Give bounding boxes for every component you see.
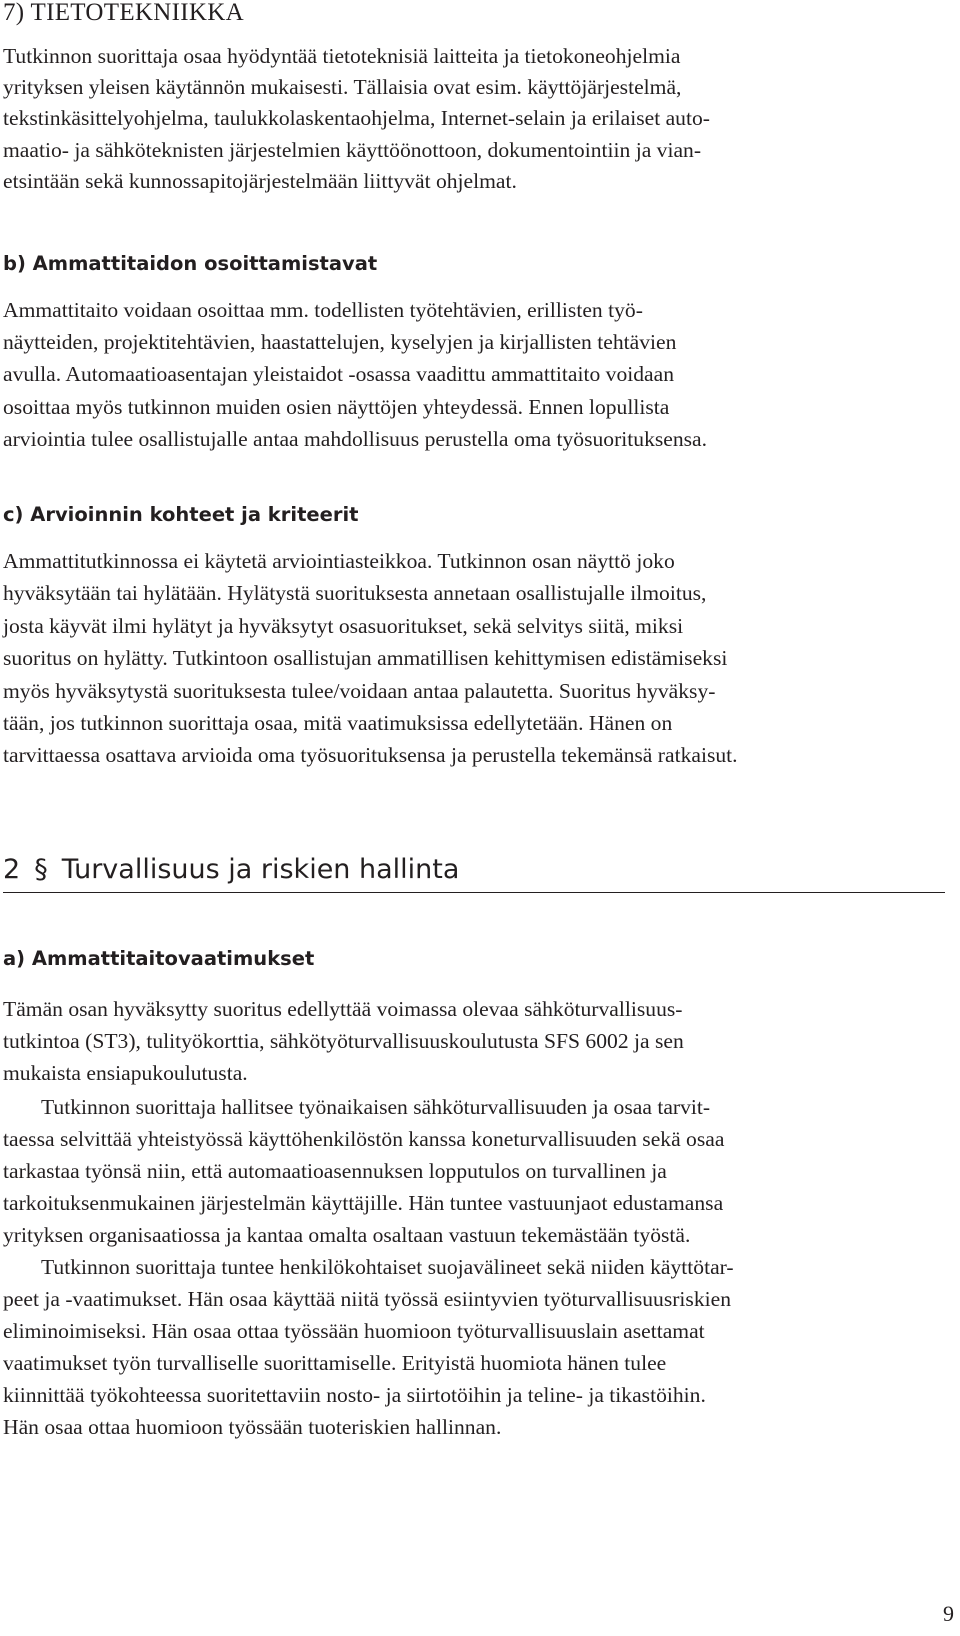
text-line: tarvittaessa osattava arvioida oma työsuorituksensa ja perustella tekemänsä ratkaisut. — [3, 743, 738, 768]
page-number: 9 — [943, 1601, 954, 1626]
section-number: 2 — [3, 854, 21, 885]
text-line: yrityksen yleisen käytännön mukaisesti. Tällaisia ovat esim. käyttöjärjestelmä, — [3, 75, 682, 100]
text-line: Hän osaa ottaa huomioon työssään tuoteriskien hallinnan. — [3, 1415, 502, 1439]
paragraph-arvioinnin-kohteet — [3, 545, 738, 772]
text-line: suoritus on hylätty. Tutkintoon osallistujan ammatillisen kehittymisen edistämiseksi — [3, 646, 728, 671]
section-title — [3, 852, 945, 893]
text-line: tutkintoa (ST3), tulityökorttia, sähkötyöturvallisuuskoulutusta SFS 6002 ja sen — [3, 1028, 684, 1053]
text-line: avulla. Automaatioasentajan yleistaidot -osassa vaadittu ammattitaito voidaan — [3, 362, 675, 387]
text-line: mukaista ensiapukoulutusta. — [3, 1060, 248, 1085]
text-line: osoittaa myös tutkinnon muiden osien näyttöjen yhteydessä. Ennen lopullista — [3, 394, 670, 419]
paragraph-vaatimukset-3 — [3, 1251, 734, 1443]
section-heading-tietotekniikka: 7) TIETOTEKNIIKKA — [3, 0, 244, 26]
heading-arvioinnin-kohteet: c) Arvioinnin kohteet ja kriteerit — [3, 503, 359, 526]
text-line: Ammattitaito voidaan osoittaa mm. todellisten työtehtävien, erillisten työ- — [3, 298, 643, 322]
text-line: yrityksen organisaatiossa ja kantaa omalta osaltaan vastuun tekemästään työstä. — [3, 1223, 691, 1247]
section-sign: § — [34, 854, 48, 885]
paragraph-vaatimukset-1 — [3, 994, 684, 1089]
text-line: eliminoimiseksi. Hän osaa ottaa työssään huomioon työturvallisuuslain asettamat — [3, 1319, 705, 1343]
text-line: arviointia tulee osallistujalle antaa mahdollisuus perustella oma työsuorituksensa. — [3, 426, 708, 451]
heading-ammattitaitovaatimukset: a) Ammattitaitovaatimukset — [3, 947, 315, 970]
text-line: etsintään sekä kunnossapitojärjestelmään liittyvät ohjelmat. — [3, 168, 517, 193]
paragraph-osoittamistavat — [3, 294, 707, 455]
intro-paragraph — [3, 41, 710, 197]
heading-ammattitaidon-osoittamistavat: b) Ammattitaidon osoittamistavat — [3, 252, 378, 275]
text-line: kiinnittää työkohteessa suoritettaviin nosto- ja siirtotöihin ja teline- ja tikastöihin. — [3, 1383, 706, 1407]
text-line: Tutkinnon suorittaja hallitsee työnaikaisen sähköturvallisuuden ja osaa tarvit- — [41, 1095, 711, 1119]
text-line: maatio- ja sähköteknisten järjestelmien käyttöönottoon, dokumentointiin ja vian- — [3, 137, 702, 162]
text-line: taessa selvittää yhteistyössä käyttöhenkilöstön kanssa koneturvallisuuden sekä osaa — [3, 1127, 725, 1151]
text-line: tarkoituksenmukainen järjestelmän käyttäjille. Hän tuntee vastuunjaot edustamansa — [3, 1191, 724, 1215]
text-line: Tämän osan hyväksytty suoritus edellyttää voimassa olevaa sähköturvallisuus- — [3, 997, 683, 1021]
text-line: tekstinkäsittelyohjelma, taulukkolaskentaohjelma, Internet-selain ja erilaiset auto- — [3, 106, 710, 131]
text-line: Tutkinnon suorittaja osaa hyödyntää tietoteknisiä laitteita ja tietokoneohjelmia — [3, 44, 681, 68]
text-line: peet ja -vaatimukset. Hän osaa käyttää niitä työssä esiintyvien työturvallisuusriskien — [3, 1287, 732, 1311]
text-line: myös hyväksytystä suorituksesta tulee/voidaan antaa palautetta. Suoritus hyväksy- — [3, 678, 716, 703]
text-line: näytteiden, projektitehtävien, haastattelujen, kyselyjen ja kirjallisten tehtävien — [3, 330, 677, 355]
text-line: Ammattitutkinnossa ei käytetä arviointiasteikkoa. Tutkinnon osan näyttö joko — [3, 549, 675, 573]
text-line: josta käyvät ilmi hylätyt ja hyväksytyt osasuoritukset, sekä selvitys siitä, miksi — [3, 613, 684, 638]
text-line: Tutkinnon suorittaja tuntee henkilökohtaiset suojavälineet sekä niiden käyttötar- — [41, 1255, 734, 1279]
paragraph-vaatimukset-2 — [3, 1091, 724, 1251]
text-line: tarkastaa työnsä niin, että automaatioasennuksen lopputulos on turvallinen ja — [3, 1159, 667, 1183]
section-title-text: Turvallisuus ja riskien hallinta — [61, 854, 460, 885]
text-line: tään, jos tutkinnon suorittaja osaa, mitä vaatimuksissa edellytetään. Hänen on — [3, 711, 673, 736]
text-line: vaatimukset työn turvalliselle suorittamiselle. Erityistä huomiota hänen tulee — [3, 1351, 667, 1375]
text-line: hyväksytään tai hylätään. Hylätystä suorituksesta annetaan osallistujalle ilmoitus, — [3, 581, 707, 606]
